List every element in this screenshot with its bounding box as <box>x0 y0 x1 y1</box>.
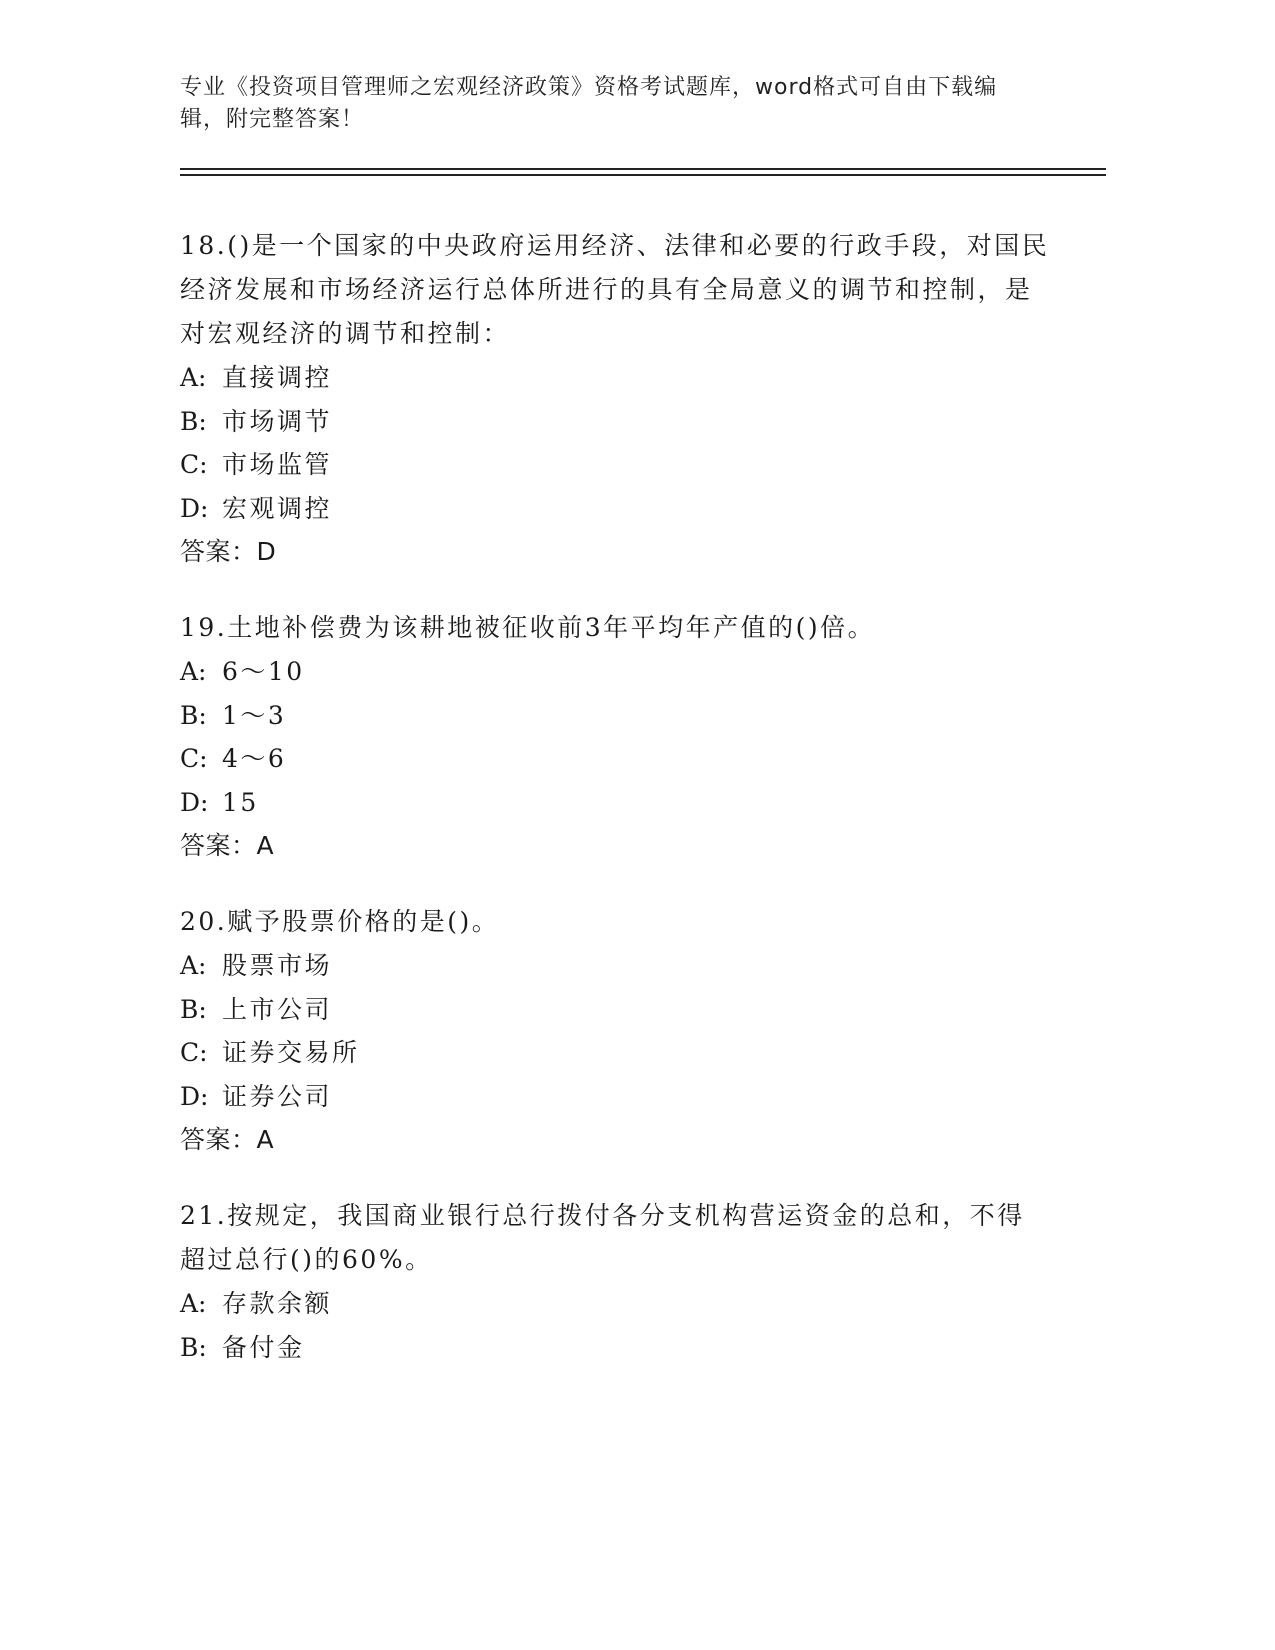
option-text: 市场监管 <box>222 450 333 479</box>
option-text: 6～10 <box>222 657 305 686</box>
option-letter: D: <box>180 787 209 817</box>
option-c <box>180 737 1050 781</box>
answer-line: 答案：A <box>180 831 275 860</box>
option-b <box>180 1326 1050 1370</box>
option-d <box>180 781 1050 825</box>
option-letter: A: <box>180 951 207 980</box>
question-text: 18.()是一个国家的中央政府运用经济、法律和必要的行政手段，对国民经济发展和市场经济运行总体所进行的具有全局意义的调节和控制，是对宏观经济的调节和控制： <box>180 231 1050 348</box>
document-header: 专业《投资项目管理师之宏观经济政策》资格考试题库，word格式可自由下载编辑，附完整答案！ <box>180 75 998 132</box>
option-b <box>180 988 1050 1032</box>
question-item <box>180 224 1050 574</box>
answer-line: 答案：A <box>180 1125 275 1154</box>
option-text: 上市公司 <box>222 994 333 1024</box>
option-letter: C: <box>180 450 208 479</box>
option-letter: A: <box>180 363 207 392</box>
option-letter: D: <box>180 1081 209 1111</box>
answer-line: 答案：D <box>180 537 277 566</box>
option-letter: C: <box>180 744 208 773</box>
question-item <box>180 1194 1050 1369</box>
option-letter: A: <box>180 657 207 686</box>
option-text: 15 <box>222 787 259 817</box>
option-d <box>180 487 1050 531</box>
header-divider-bottom <box>180 174 1106 176</box>
option-text: 市场调节 <box>222 406 333 436</box>
option-text: 证券交易所 <box>222 1038 360 1067</box>
question-text: 21.按规定，我国商业银行总行拨付各分支机构营运资金的总和，不得超过总行()的60%。 <box>180 1201 1025 1274</box>
question-item <box>180 900 1050 1162</box>
option-letter: B: <box>180 1332 207 1362</box>
option-a <box>180 1282 1050 1326</box>
option-letter: D: <box>180 493 209 523</box>
option-a <box>180 650 1050 694</box>
option-text: 宏观调控 <box>222 493 333 523</box>
option-text: 存款余额 <box>222 1289 333 1318</box>
option-letter: B: <box>180 700 207 730</box>
option-d <box>180 1075 1050 1119</box>
option-c <box>180 443 1050 487</box>
header-divider-top <box>180 168 1106 170</box>
option-text: 直接调控 <box>222 363 333 392</box>
option-text: 4～6 <box>222 744 287 773</box>
option-b <box>180 694 1050 738</box>
option-a <box>180 944 1050 988</box>
question-text: 20.赋予股票价格的是()。 <box>180 907 500 936</box>
option-letter: C: <box>180 1038 208 1067</box>
option-text: 备付金 <box>222 1332 305 1362</box>
option-b <box>180 400 1050 444</box>
question-item <box>180 606 1050 868</box>
option-letter: B: <box>180 406 207 436</box>
question-text: 19.土地补偿费为该耕地被征收前3年平均年产值的()倍。 <box>180 613 876 642</box>
question-list <box>180 224 1050 1401</box>
option-text: 1～3 <box>222 700 287 730</box>
option-a <box>180 356 1050 400</box>
option-letter: A: <box>180 1289 207 1318</box>
option-text: 证券公司 <box>222 1081 333 1111</box>
option-letter: B: <box>180 994 207 1024</box>
option-c <box>180 1031 1050 1075</box>
option-text: 股票市场 <box>222 951 333 980</box>
